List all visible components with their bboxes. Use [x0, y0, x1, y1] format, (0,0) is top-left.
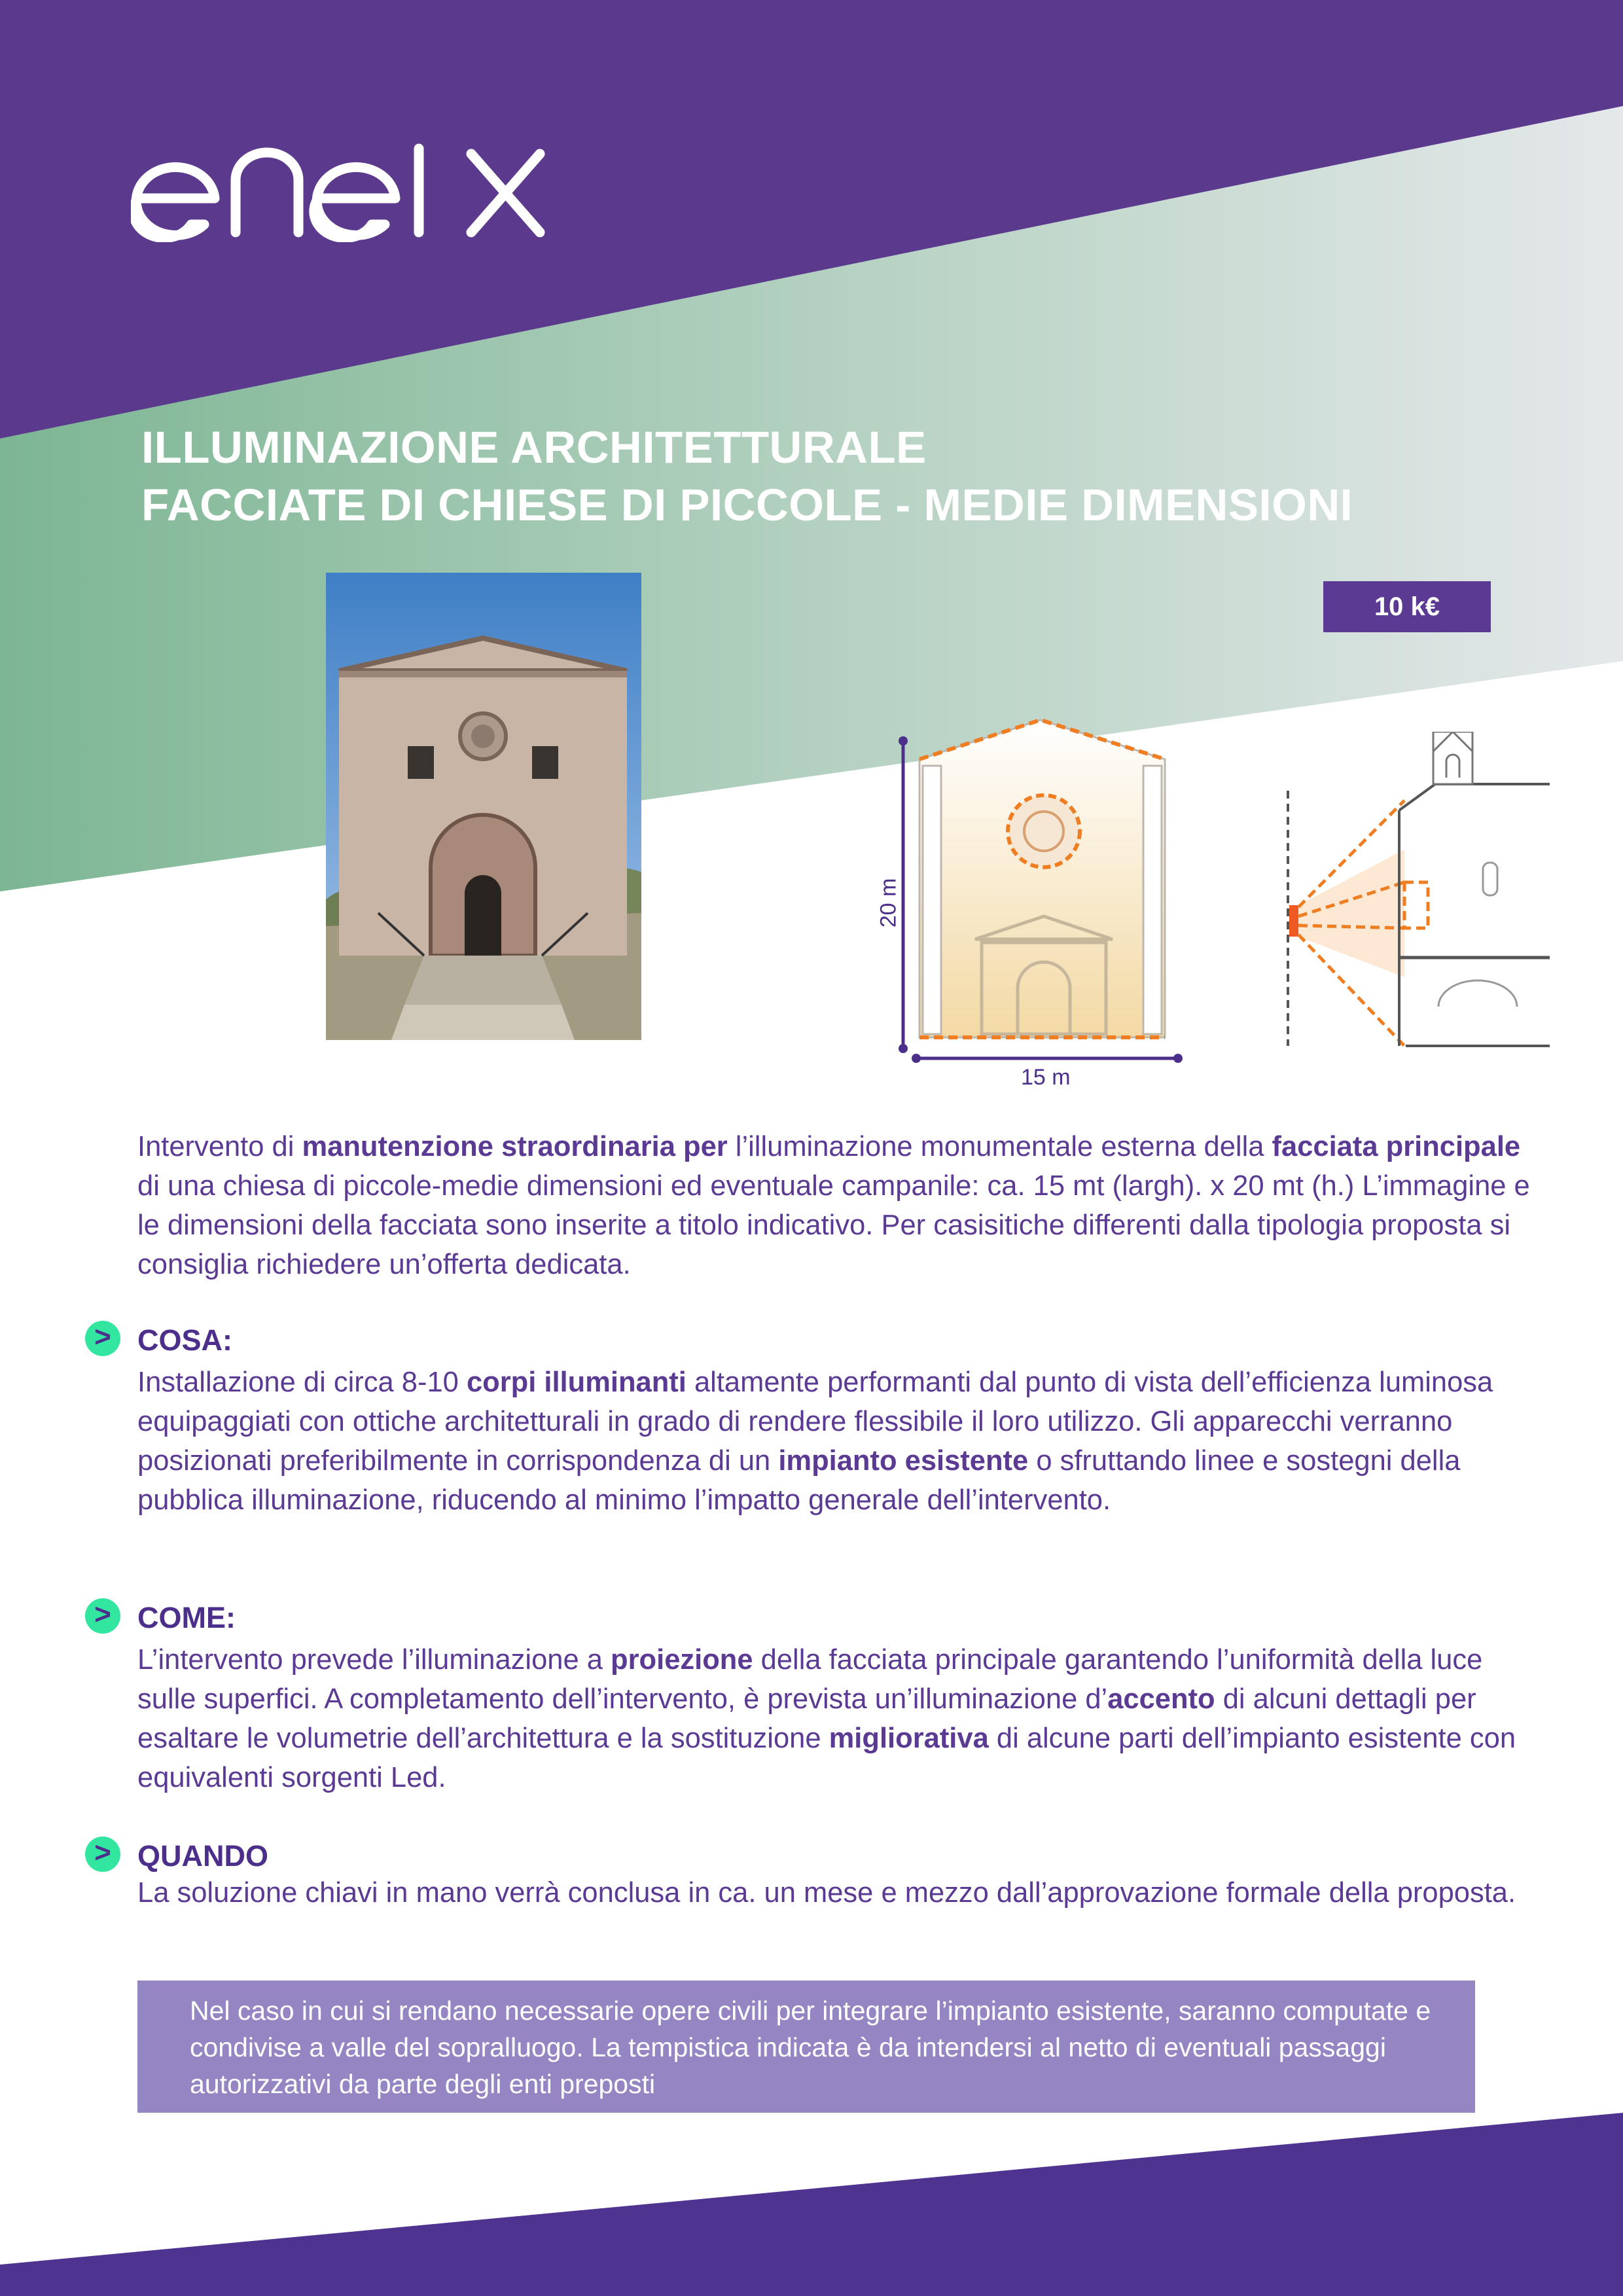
- come-paragraph: L’intervento prevede l’illuminazione a proiezione della facciata principale garantendo l’uniformità della luce sulle superfici. A completamento dell’intervento, è prevista un’illuminazione d’accento di alcuni dettagli per esaltare le volumetrie dell’architettura e la sostituzione migliorativa di alcune parti dell’impianto esistente con equivalenti sorgenti Led.: [137, 1644, 1516, 1793]
- price-badge: 10 k€: [1323, 581, 1491, 632]
- cosa-heading: COSA:: [137, 1323, 232, 1357]
- enel-x-logo: [131, 141, 550, 242]
- title-line-1: ILLUMINAZIONE ARCHITETTURALE: [141, 422, 927, 473]
- quando-heading: QUANDO: [137, 1839, 268, 1873]
- come-bullet-icon: >: [85, 1598, 120, 1634]
- cosa-bullet-icon: >: [85, 1321, 120, 1356]
- come-heading: COME:: [137, 1601, 236, 1634]
- intro-paragraph: Intervento di manutenzione straordinaria per l’illuminazione monumentale esterna della facciata principale di una chiesa di piccole-medie dimensioni ed eventuale campanile: ca. 15 mt (largh). x 20 mt (h.) L’immagine e le dimensioni della facciata sono inserite a titolo indicativo. Per casisitiche differenti dalla tipologia proposta si consiglia richiedere un’offerta dedicata.: [137, 1131, 1530, 1280]
- cosa-paragraph: Installazione di circa 8-10 corpi illuminanti altamente performanti dal punto di vista dell’efficienza luminosa equipaggiati con ottiche architetturali in grado di rendere flessibile il loro utilizzo. Gli apparecchi verranno posizionati preferibilmente in corrispondenza di un impianto esistente o sfruttando linee e sostegni della pubblica illuminazione, riducendo al minimo l’impatto generale dell’intervento.: [137, 1367, 1493, 1516]
- church-photo: [326, 573, 641, 1040]
- width-dimension-label: 15 m: [1021, 1065, 1071, 1090]
- facade-elevation-diagram: [857, 713, 1211, 1093]
- note-box: [137, 1981, 1475, 2113]
- note-text: Nel caso in cui si rendano necessarie opere civili per integrare l’impianto esistente, saranno computate e condivise a valle del sopralluogo. La tempistica indicata è da intendersi al netto di eventuali passaggi autorizzativi da parte degli enti preposti: [190, 1996, 1431, 2099]
- quando-paragraph: La soluzione chiavi in mano verrà conclusa in ca. un mese e mezzo dall’approvazione formale della proposta.: [137, 1877, 1516, 1909]
- page-title: [141, 419, 1353, 534]
- title-line-2: FACCIATE DI CHIESE DI PICCOLE - MEDIE DIMENSIONI: [141, 480, 1353, 530]
- height-dimension-label: 20 m: [876, 878, 901, 928]
- facade-section-diagram: [1275, 732, 1550, 1059]
- quando-bullet-icon: >: [85, 1837, 120, 1872]
